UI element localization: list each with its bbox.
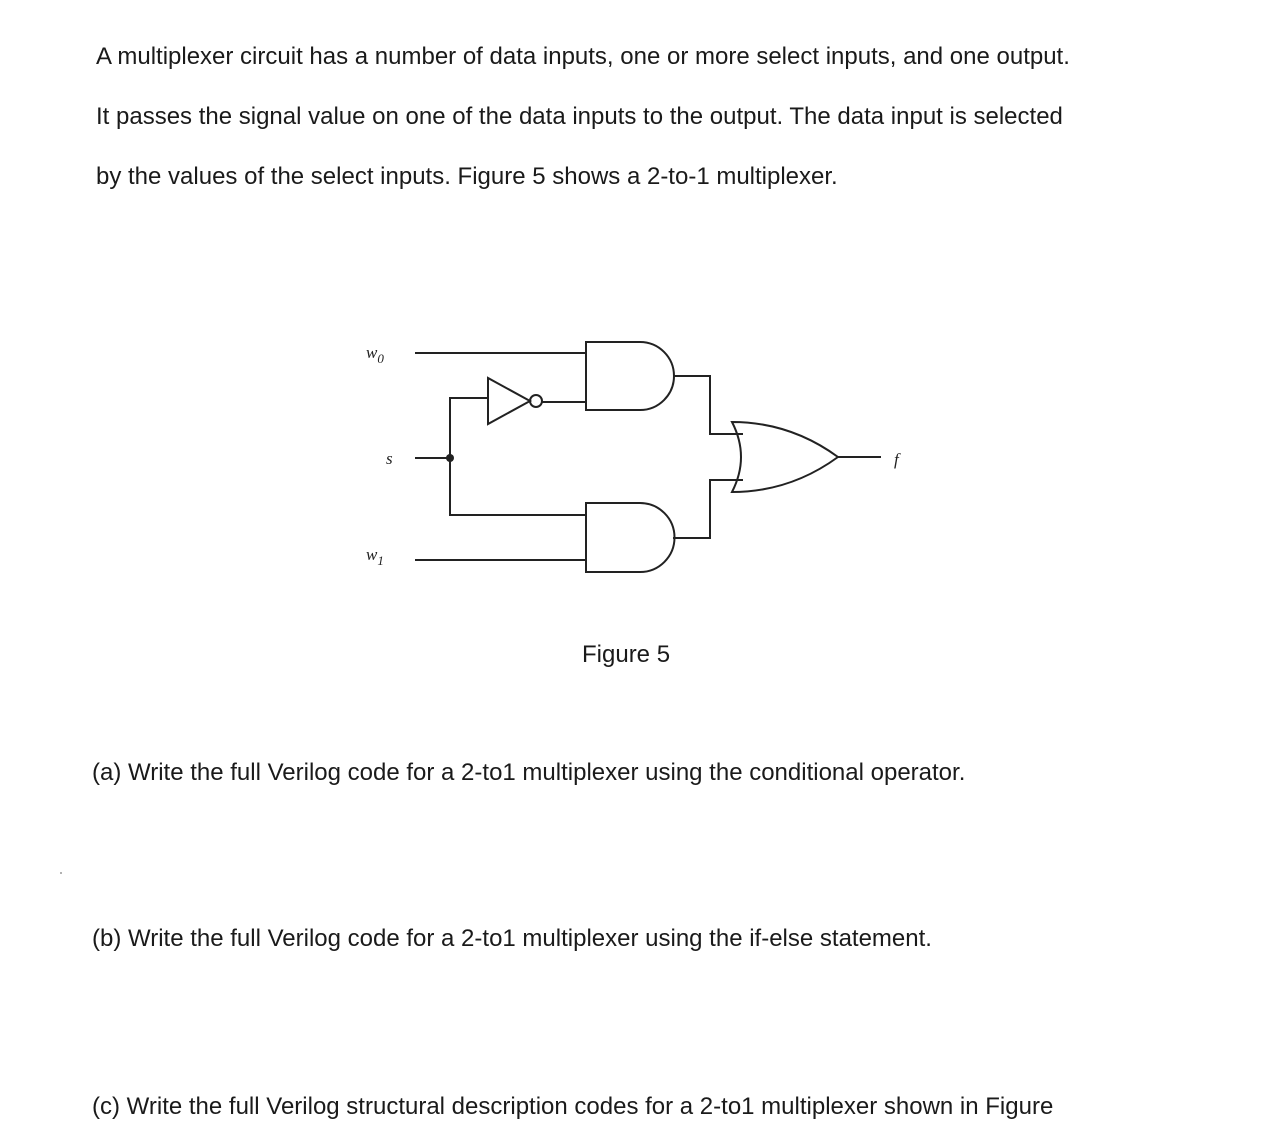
w0-label: $w_0$ — [366, 343, 384, 366]
f-label: f — [894, 450, 899, 469]
scan-speck — [60, 872, 62, 874]
and2-to-or-wire — [674, 480, 742, 538]
w1-label: $w_1$ — [366, 545, 384, 568]
s-label: s — [386, 449, 393, 468]
or-gate — [732, 422, 838, 492]
figure-caption: Figure 5 — [582, 641, 671, 668]
and-gate-bottom — [586, 503, 675, 572]
intro-paragraph-line-1: A multiplexer circuit has a number of data inputs, one or more select inputs, and one output. — [96, 43, 1070, 70]
question-b: (b) Write the full Verilog code for a 2-to1 multiplexer using the if-else statement. — [92, 925, 932, 952]
question-a: (a) Write the full Verilog code for a 2-to1 multiplexer using the conditional operator. — [92, 759, 966, 786]
multiplexer-circuit-diagram — [350, 320, 930, 600]
intro-paragraph-line-3: by the values of the select inputs. Figure 5 shows a 2-to-1 multiplexer. — [96, 163, 838, 190]
multiplexer-circuit-figure — [350, 320, 930, 600]
not-gate-triangle — [488, 378, 530, 424]
intro-paragraph-line-2: It passes the signal value on one of the data inputs to the output. The data input is selected — [96, 103, 1063, 130]
and-gate-top — [586, 342, 674, 410]
s-junction-dot — [446, 454, 454, 462]
question-c: (c) Write the full Verilog structural description codes for a 2-to1 multiplexer shown in Figure — [92, 1093, 1054, 1120]
and1-to-or-wire — [674, 376, 742, 434]
